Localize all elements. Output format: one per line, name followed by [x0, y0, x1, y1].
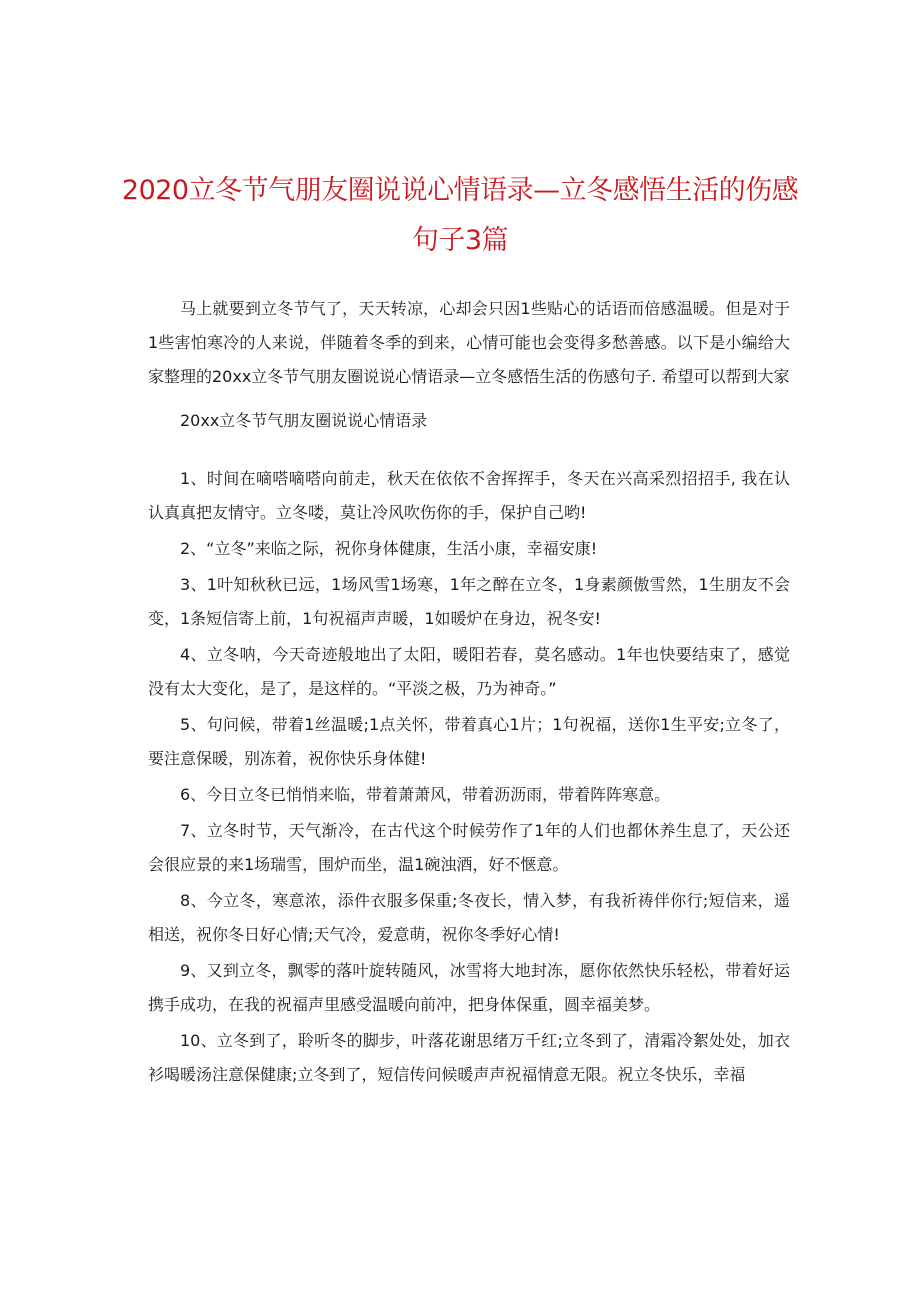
list-item-5: 5、句问候，带着1丝温暖;1点关怀，带着真心1片；1句祝福，送你1生平安;立冬了，要注意保暖，别冻着，祝你快乐身体健!: [148, 715, 790, 768]
list-item-2: 2、“立冬”来临之际，祝你身体健康，生活小康，幸福安康!: [180, 539, 598, 558]
document-body: [148, 292, 790, 1094]
list-item-3: 3、1叶知秋秋已远，1场风雪1场寒，1年之醉在立冬，1身素颜傲雪然，1生朋友不会变，1条短信寄上前，1句祝福声声暖，1如暖炉在身边，祝冬安!: [148, 575, 790, 628]
section-subheading: 20xx立冬节气朋友圈说说心情语录: [180, 411, 428, 430]
list-item-4: 4、立冬呐，今天奇迹般地出了太阳，暖阳若春，莫名感动。1年也快要结束了，感觉没有太大变化，是了，是这样的。“平淡之极，乃为神奇。”: [148, 645, 790, 698]
intro-paragraph: 马上就要到立冬节气了，天天转凉，心却会只因1些贴心的话语而倍感温暖。但是对于1些害怕寒冷的人来说，伴随着冬季的到来，心情可能也会变得多愁善感。以下是小编给大家整理的20xx立冬节气朋友圈说说心情语录—立冬感悟生活的伤感句子. 希望可以帮到大家: [148, 299, 790, 386]
list-item-9: 9、又到立冬，飘零的落叶旋转随风，冰雪将大地封冻，愿你依然快乐轻松，带着好运携手成功，在我的祝福声里感受温暖向前冲，把身体保重，圆幸福美梦。: [148, 961, 790, 1014]
list-item-1: 1、时间在嘀嗒嘀嗒向前走，秋天在依依不舍挥挥手，冬天在兴高采烈招招手, 我在认认真真把友情守。立冬喽，莫让冷风吹伤你的手，保护自己哟!: [148, 469, 790, 522]
list-item-8: 8、今立冬，寒意浓，添件衣服多保重;冬夜长，情入梦，有我祈祷伴你行;短信来，遥相送，祝你冬日好心情;天气冷，爱意萌，祝你冬季好心情!: [148, 891, 790, 944]
list-item-6: 6、今日立冬已悄悄来临，带着萧萧风，带着沥沥雨，带着阵阵寒意。: [180, 785, 671, 804]
document-title: 2020立冬节气朋友圈说说心情语录—立冬感悟生活的伤感句子3篇: [121, 175, 799, 256]
list-item-10: 10、立冬到了，聆听冬的脚步，叶落花谢思绪万千红;立冬到了，清霜冷絮处处，加衣衫喝暖汤注意保健康;立冬到了，短信传问候暖声声祝福情意无限。祝立冬快乐，幸福: [148, 1031, 790, 1084]
list-item-7: 7、立冬时节，天气渐冷，在古代这个时候劳作了1年的人们也都休养生息了，天公还会很应景的来1场瑞雪，围炉而坐，温1碗浊酒，好不惬意。: [148, 821, 790, 874]
